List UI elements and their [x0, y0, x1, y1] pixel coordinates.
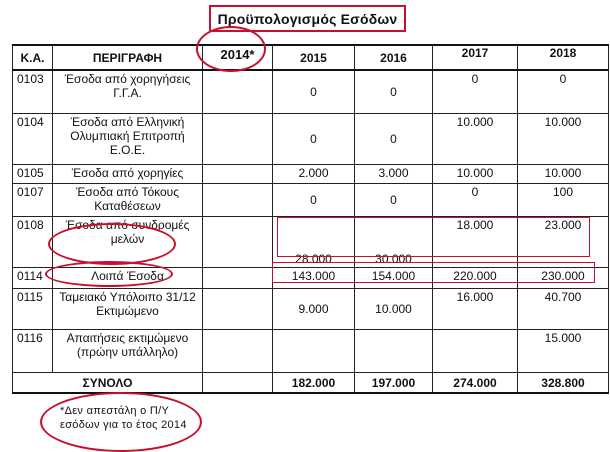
page-title: Προϋπολογισμός Εσόδων: [209, 5, 406, 32]
row-2018-value: 100: [518, 184, 609, 217]
row-2016-value: 10.000: [355, 289, 433, 330]
row-code: 0116: [13, 330, 53, 373]
row-2017-value: 220.000: [433, 268, 518, 289]
row-2018-value: 23.000: [518, 217, 609, 268]
row-2016-value: 3.000: [355, 165, 433, 184]
row-description: Έσοδα από συνδρομές μελών: [53, 217, 203, 268]
row-2018-value: 10.000: [518, 165, 609, 184]
row-code: 0107: [13, 184, 53, 217]
header-2018: 2018: [518, 45, 609, 70]
table-row: [13, 114, 609, 165]
row-2018-value: 40.700: [518, 289, 609, 330]
row-2017-value: 10.000: [433, 114, 518, 165]
header-2014: 2014*: [203, 45, 273, 70]
row-2015-value: 9.000: [273, 289, 355, 330]
row-2015-value: 143.000: [273, 268, 355, 289]
row-2016-value: 0: [355, 114, 433, 165]
row-2017-value: 10.000: [433, 165, 518, 184]
total-2015-value: 182.000: [273, 373, 355, 394]
header-2017: 2017: [433, 45, 518, 70]
row-code: 0104: [13, 114, 53, 165]
row-2014-value: [203, 184, 273, 217]
table-row: [13, 330, 609, 373]
row-2014-value: [203, 268, 273, 289]
row-2017-value: 0: [433, 184, 518, 217]
row-description: Λοιπά Έσοδα: [53, 268, 203, 289]
row-2017-value: 0: [433, 70, 518, 114]
total-2014-value: [203, 373, 273, 394]
row-code: 0115: [13, 289, 53, 330]
table-row: [13, 184, 609, 217]
row-2018-value: 0: [518, 70, 609, 114]
header-row: [13, 45, 609, 70]
row-description: Έσοδα από χορηγήσεις Γ.Γ.Α.: [53, 70, 203, 114]
row-2017-value: 18.000: [433, 217, 518, 268]
row-2016-value: 154.000: [355, 268, 433, 289]
row-2018-value: 15.000: [518, 330, 609, 373]
revenue-budget-table: [12, 44, 609, 394]
row-description: Έσοδα από Τόκους Καταθέσεων: [53, 184, 203, 217]
table-row: [13, 289, 609, 330]
row-2014-value: [203, 70, 273, 114]
row-2015-value: 0: [273, 184, 355, 217]
table-row: [13, 217, 609, 268]
row-2014-value: [203, 165, 273, 184]
header-description: ΠΕΡΙΓΡΑΦΗ: [53, 45, 203, 70]
row-2016-value: 0: [355, 70, 433, 114]
row-2014-value: [203, 330, 273, 373]
row-2017-value: [433, 330, 518, 373]
footnote: *Δεν απεστάλη ο Π/Υ εσόδων για το έτος 2014: [60, 405, 187, 431]
total-2018-value: 328.800: [518, 373, 609, 394]
table-row: [13, 70, 609, 114]
row-code: 0108: [13, 217, 53, 268]
row-2018-value: 230.000: [518, 268, 609, 289]
header-2016: 2016: [355, 45, 433, 70]
total-row: [13, 373, 609, 394]
scan-header-fragment: [0, 0, 110, 6]
row-code: 0103: [13, 70, 53, 114]
row-description: Έσοδα από χορηγίες: [53, 165, 203, 184]
row-description: Έσοδα από Ελληνική Ολυμπιακή Επιτροπή Ε.Ο.Ε.: [53, 114, 203, 165]
row-2015-value: 2.000: [273, 165, 355, 184]
row-code: 0114: [13, 268, 53, 289]
row-2016-value: 30.000: [355, 217, 433, 268]
row-2017-value: 16.000: [433, 289, 518, 330]
header-code: Κ.Α.: [13, 45, 53, 70]
header-2015: 2015: [273, 45, 355, 70]
row-2015-value: 28.000: [273, 217, 355, 268]
row-2014-value: [203, 114, 273, 165]
row-2016-value: [355, 330, 433, 373]
total-2016-value: 197.000: [355, 373, 433, 394]
row-2015-value: 0: [273, 114, 355, 165]
total-label: ΣΥΝΟΛΟ: [13, 373, 203, 394]
row-description: Ταμειακό Υπόλοιπο 31/12 Εκτιμώμενο: [53, 289, 203, 330]
row-2015-value: [273, 330, 355, 373]
row-2018-value: 10.000: [518, 114, 609, 165]
row-description: Απαιτήσεις εκτιμώμενο (πρώην υπάλληλο): [53, 330, 203, 373]
row-code: 0105: [13, 165, 53, 184]
row-2014-value: [203, 289, 273, 330]
row-2015-value: 0: [273, 70, 355, 114]
row-2014-value: [203, 217, 273, 268]
total-2017-value: 274.000: [433, 373, 518, 394]
table-row: [13, 268, 609, 289]
row-2016-value: 0: [355, 184, 433, 217]
table-row: [13, 165, 609, 184]
